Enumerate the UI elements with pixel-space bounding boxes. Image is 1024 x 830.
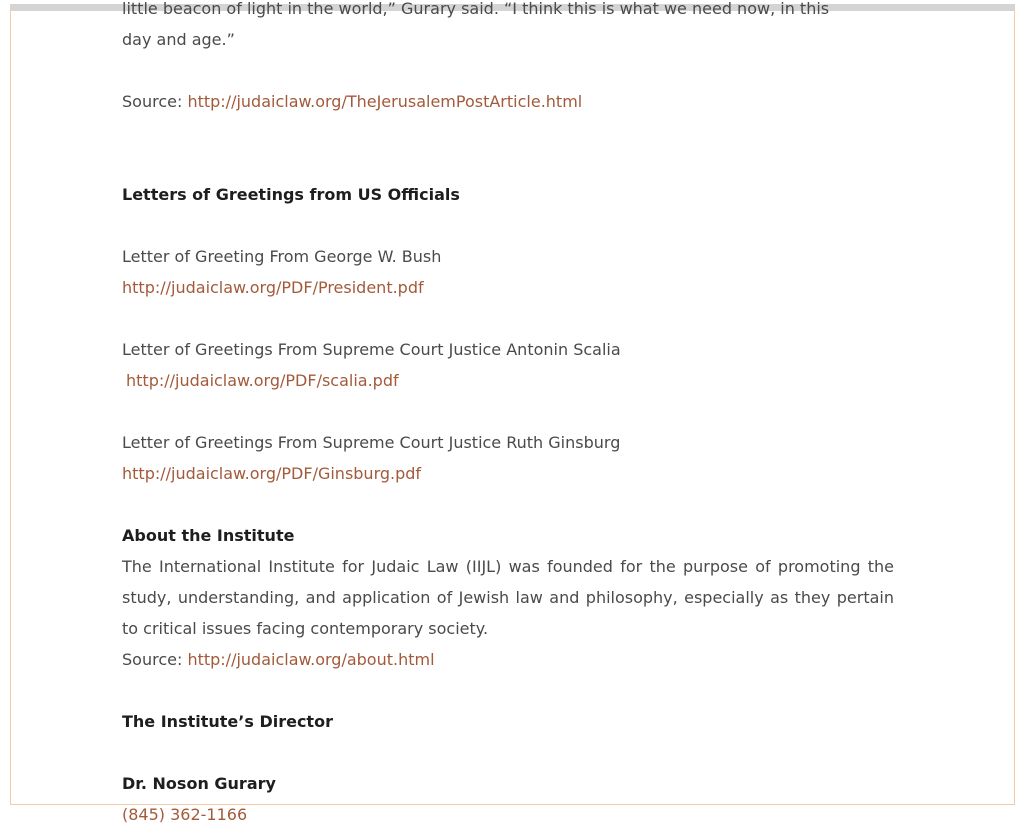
director-heading: The Institute’s Director bbox=[122, 712, 333, 731]
letter-title-bush: Letter of Greeting From George W. Bush bbox=[122, 247, 442, 266]
spacer bbox=[122, 210, 894, 241]
document-page bbox=[10, 0, 1015, 824]
intro-text-end: day and age.” bbox=[122, 30, 235, 49]
director-name: Dr. Noson Gurary bbox=[122, 774, 276, 793]
letters-heading: Letters of Greetings from US Officials bbox=[122, 185, 460, 204]
letter-link-bush[interactable]: http://judaiclaw.org/PDF/President.pdf bbox=[122, 278, 424, 297]
spacer bbox=[122, 489, 894, 520]
spacer bbox=[122, 55, 894, 86]
spacer bbox=[122, 396, 894, 427]
about-heading: About the Institute bbox=[122, 526, 295, 545]
about-page-link[interactable]: http://judaiclaw.org/about.html bbox=[187, 650, 435, 669]
spacer bbox=[122, 303, 894, 334]
letter-title-ginsburg: Letter of Greetings From Supreme Court Justice Ruth Ginsburg bbox=[122, 433, 621, 452]
about-paragraph: The International Institute for Judaic Law (IIJL) was founded for the purpose of promoting the study, understanding, and application of Jewish law and philosophy, especially as they pertain to critical issues facing contemporary society. bbox=[122, 557, 894, 638]
letter-link-scalia[interactable]: http://judaiclaw.org/PDF/scalia.pdf bbox=[126, 371, 399, 390]
director-phone-link[interactable]: (845) 362-1166 bbox=[122, 805, 248, 824]
source-label: Source: bbox=[122, 650, 183, 669]
source-line bbox=[122, 86, 894, 117]
spacer bbox=[122, 675, 894, 706]
about-source-line bbox=[122, 644, 894, 675]
spacer bbox=[122, 737, 894, 768]
letter-title-scalia: Letter of Greetings From Supreme Court Justice Antonin Scalia bbox=[122, 340, 621, 359]
source-label: Source: bbox=[122, 92, 183, 111]
letter-link-ginsburg[interactable]: http://judaiclaw.org/PDF/Ginsburg.pdf bbox=[122, 464, 422, 483]
document-content bbox=[122, 0, 894, 830]
spacer bbox=[122, 117, 894, 179]
intro-text-cut: little beacon of light in the world,” Gurary said. “I think this is what we need now, in this bbox=[122, 0, 830, 18]
jerusalem-post-article-link[interactable]: http://judaiclaw.org/TheJerusalemPostArticle.html bbox=[187, 92, 583, 111]
